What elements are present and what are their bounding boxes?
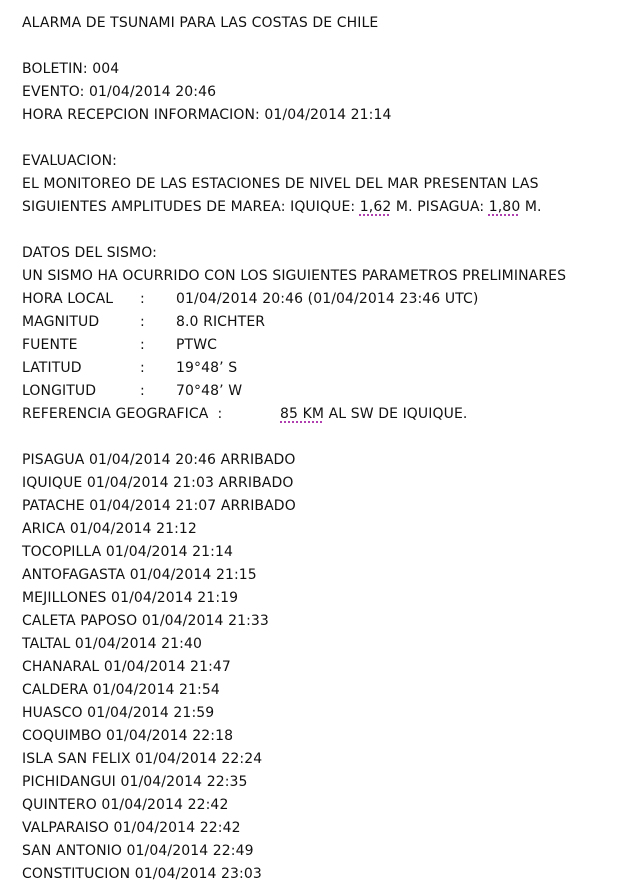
param-row-latitud <box>22 357 622 380</box>
arrival-entry: COQUIMBO 01/04/2014 22:18 <box>22 728 234 744</box>
param-value: PTWC <box>176 337 218 353</box>
arrival-entry: ANTOFAGASTA 01/04/2014 21:15 <box>22 567 257 583</box>
hora-recepcion-line: HORA RECEPCION INFORMACION: 01/04/2014 21:14 <box>22 107 392 123</box>
arrival-entry: PICHIDANGUI 01/04/2014 22:35 <box>22 774 248 790</box>
param-separator: : <box>140 383 145 399</box>
param-value: 01/04/2014 20:46 (01/04/2014 23:46 UTC) <box>176 291 479 307</box>
param-row-longitud <box>22 380 622 403</box>
amplitudes-middle: M. PISAGUA: <box>391 199 489 215</box>
blank-line <box>22 219 622 242</box>
arrival-entry: CALETA PAPOSO 01/04/2014 21:33 <box>22 613 269 629</box>
evento-line: EVENTO: 01/04/2014 20:46 <box>22 84 217 100</box>
blank-line <box>22 35 622 58</box>
amplitudes-prefix: SIGUIENTES AMPLITUDES DE MAREA: IQUIQUE: <box>22 199 360 215</box>
param-separator: : <box>140 360 145 376</box>
pisagua-amplitude-value: 1,80 <box>488 199 521 215</box>
iquique-amplitude-value: 1,62 <box>359 199 392 215</box>
param-row-fuente <box>22 334 622 357</box>
referencia-distance: 85 KM <box>280 406 325 422</box>
param-row-referencia-geografica <box>22 403 622 426</box>
param-value: 8.0 RICHTER <box>176 314 266 330</box>
param-label: LONGITUD <box>22 383 97 399</box>
arrival-entry: SAN ANTONIO 01/04/2014 22:49 <box>22 843 254 859</box>
param-value: 70°48’ W <box>176 383 243 399</box>
referencia-rest: AL SW DE IQUIQUE. <box>324 406 468 422</box>
arrival-entry: TOCOPILLA 01/04/2014 21:14 <box>22 544 233 560</box>
tsunami-bulletin-document <box>22 12 622 886</box>
param-separator: : <box>140 314 145 330</box>
arrival-entry: PISAGUA 01/04/2014 20:46 ARRIBADO <box>22 452 296 468</box>
arrival-entry: ARICA 01/04/2014 21:12 <box>22 521 197 537</box>
blank-line <box>22 426 622 449</box>
arrival-entry: TALTAL 01/04/2014 21:40 <box>22 636 202 652</box>
arrival-entry: CONSTITUCION 01/04/2014 23:03 <box>22 866 262 882</box>
arrival-entry: CALDERA 01/04/2014 21:54 <box>22 682 220 698</box>
arrival-entry: HUASCO 01/04/2014 21:59 <box>22 705 215 721</box>
arrival-entry: QUINTERO 01/04/2014 22:42 <box>22 797 229 813</box>
param-label: MAGNITUD <box>22 314 100 330</box>
sismo-heading: DATOS DEL SISMO: <box>22 245 157 261</box>
param-value: 19°48’ S <box>176 360 238 376</box>
arrival-entry: CHANARAL 01/04/2014 21:47 <box>22 659 231 675</box>
amplitudes-suffix: M. <box>520 199 542 215</box>
sismo-intro: UN SISMO HA OCURRIDO CON LOS SIGUIENTES PARAMETROS PRELIMINARES <box>22 268 567 284</box>
param-row-magnitud <box>22 311 622 334</box>
referencia-label: REFERENCIA GEOGRAFICA : <box>22 406 223 422</box>
arrival-entry: VALPARAISO 01/04/2014 22:42 <box>22 820 241 836</box>
evaluacion-heading: EVALUACION: <box>22 153 117 169</box>
evaluacion-text-line-1: EL MONITOREO DE LAS ESTACIONES DE NIVEL DEL MAR PRESENTAN LAS <box>22 176 539 192</box>
param-row-hora-local <box>22 288 622 311</box>
evaluacion-text-line-2 <box>22 196 622 219</box>
arrival-times-list <box>22 449 622 886</box>
param-label: FUENTE <box>22 337 78 353</box>
param-separator: : <box>140 291 145 307</box>
arrival-entry: IQUIQUE 01/04/2014 21:03 ARRIBADO <box>22 475 294 491</box>
param-separator: : <box>140 337 145 353</box>
param-label: HORA LOCAL <box>22 291 114 307</box>
document-title: ALARMA DE TSUNAMI PARA LAS COSTAS DE CHILE <box>22 15 379 31</box>
blank-line <box>22 127 622 150</box>
param-label: LATITUD <box>22 360 82 376</box>
arrival-entry: ISLA SAN FELIX 01/04/2014 22:24 <box>22 751 263 767</box>
arrival-entry: MEJILLONES 01/04/2014 21:19 <box>22 590 239 606</box>
arrival-entry: PATACHE 01/04/2014 21:07 ARRIBADO <box>22 498 296 514</box>
boletin-line: BOLETIN: 004 <box>22 61 120 77</box>
